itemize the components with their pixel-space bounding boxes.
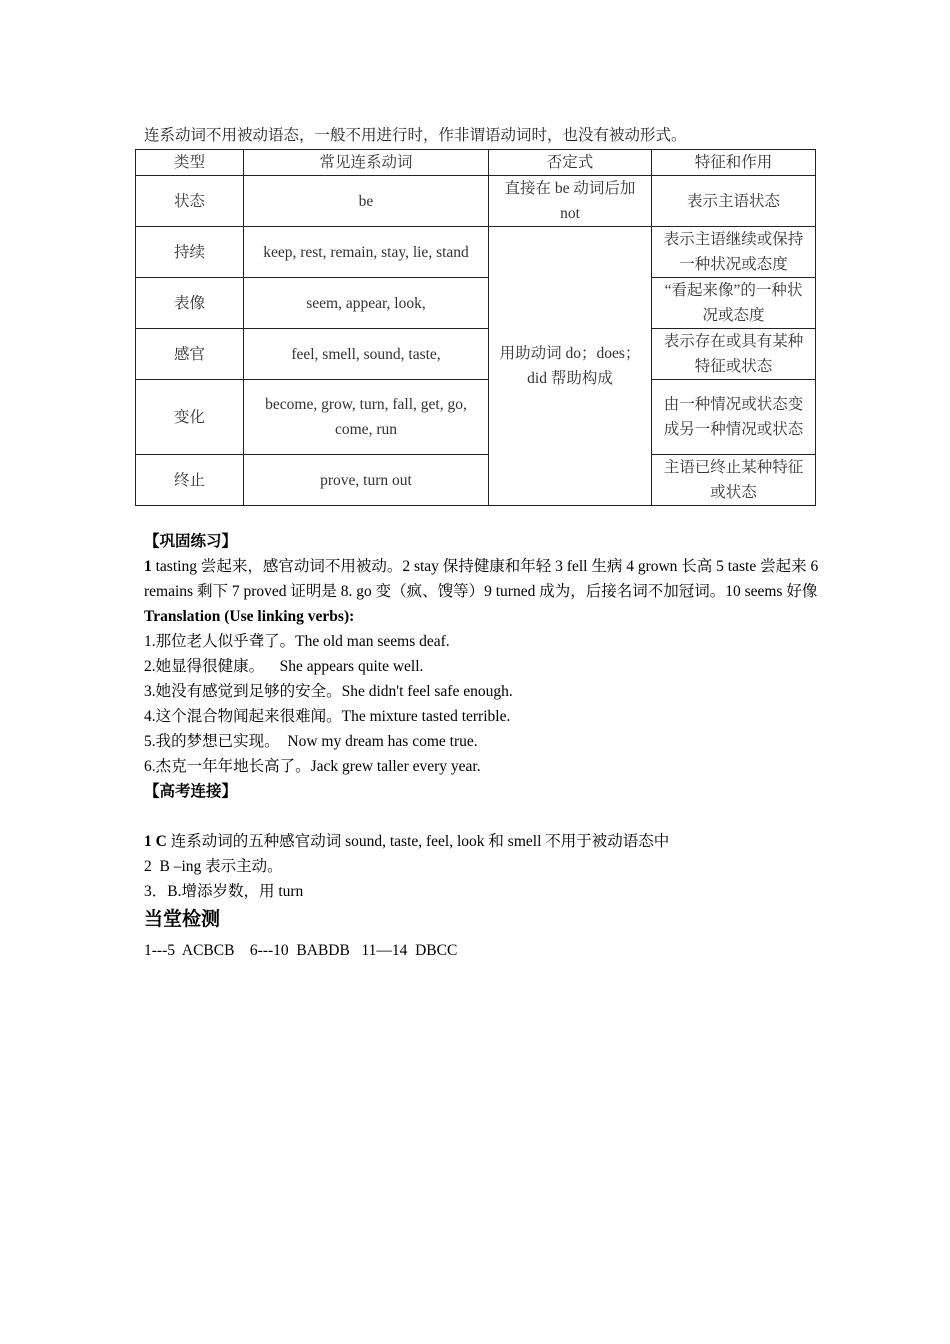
gaokao-item-text: 连系动词的五种感官动词 sound, taste, feel, look 和 smell 不用于被动语态中 (166, 833, 670, 850)
table-row (136, 455, 816, 506)
gaokao-heading: 【高考连接】 (144, 783, 238, 800)
cell-type: 终止 (136, 455, 244, 506)
practice-heading: 【巩固练习】 (144, 533, 238, 550)
cell-type: 表像 (136, 278, 244, 329)
table-row (136, 176, 816, 227)
cell-verbs: prove, turn out (244, 455, 489, 506)
translation-item: 3.她没有感觉到足够的安全。She didn't feel safe enough. (144, 683, 513, 700)
cell-verbs: seem, appear, look, (244, 278, 489, 329)
practice-number: 1 (144, 558, 152, 575)
table-row (136, 278, 816, 329)
cell-feature: “看起来像”的一种状况或态度 (652, 278, 816, 329)
header-feature: 特征和作用 (652, 150, 816, 176)
header-negative: 否定式 (489, 150, 652, 176)
practice-answers (144, 554, 834, 604)
translation-heading: Translation (Use linking verbs): (144, 608, 355, 625)
translation-item: 6.杰克一年年地长高了。Jack grew taller every year. (144, 758, 481, 775)
gaokao-item: 2 B –ing 表示主动。 (144, 858, 283, 875)
gaokao-item-label: 1 C (144, 833, 167, 850)
table-row (136, 227, 816, 278)
table-row (136, 329, 816, 380)
intro-text: 连系动词不用被动语态，一般不用进行时，作非谓语动词时，也没有被动形式。 (144, 127, 687, 144)
table-header-row (136, 150, 816, 176)
cell-verbs: become, grow, turn, fall, get, go, come, run (244, 380, 489, 455)
header-type: 类型 (136, 150, 244, 176)
linking-verbs-table (135, 149, 816, 506)
cell-type: 感官 (136, 329, 244, 380)
gaokao-item: 3．B.增添岁数，用 turn (144, 883, 304, 900)
cell-type: 状态 (136, 176, 244, 227)
cell-verbs: feel, smell, sound, taste, (244, 329, 489, 380)
cell-verbs: be (244, 176, 489, 227)
practice-answers-text: tasting 尝起来，感官动词不用被动。2 stay 保持健康和年轻 3 fell 生病 4 grown 长高 5 taste 尝起来 6 remains 剩下 7 proved 证明是 8. go 变（疯、馊等）9 turned 成为，后接名词不加冠词。10 seems 好像 (144, 558, 819, 600)
cell-feature: 由一种情况或状态变成另一种情况或状态 (652, 380, 816, 455)
answers-section (144, 529, 834, 963)
translation-item: 5.我的梦想已实现。 Now my dream has come true. (144, 733, 478, 750)
cell-feature: 表示存在或具有某种特征或状态 (652, 329, 816, 380)
header-verbs: 常见连系动词 (244, 150, 489, 176)
table-row (136, 380, 816, 455)
cell-negative-shared: 用助动词 do；does；did 帮助构成 (489, 227, 652, 506)
cell-feature: 表示主语状态 (652, 176, 816, 227)
gaokao-item (144, 829, 834, 854)
cell-feature: 表示主语继续或保持一种状况或态度 (652, 227, 816, 278)
check-heading: 当堂检测 (144, 909, 221, 930)
translation-item: 2.她显得很健康。 She appears quite well. (144, 658, 424, 675)
translation-item: 1.那位老人似乎聋了。The old man seems deaf. (144, 633, 450, 650)
cell-type: 持续 (136, 227, 244, 278)
cell-feature: 主语已终止某种特征或状态 (652, 455, 816, 506)
cell-negative: 直接在 be 动词后加 not (489, 176, 652, 227)
check-answers: 1---5 ACBCB 6---10 BABDB 11—14 DBCC (144, 942, 458, 959)
translation-item: 4.这个混合物闻起来很难闻。The mixture tasted terrible. (144, 708, 511, 725)
cell-type: 变化 (136, 380, 244, 455)
cell-verbs: keep, rest, remain, stay, lie, stand (244, 227, 489, 278)
